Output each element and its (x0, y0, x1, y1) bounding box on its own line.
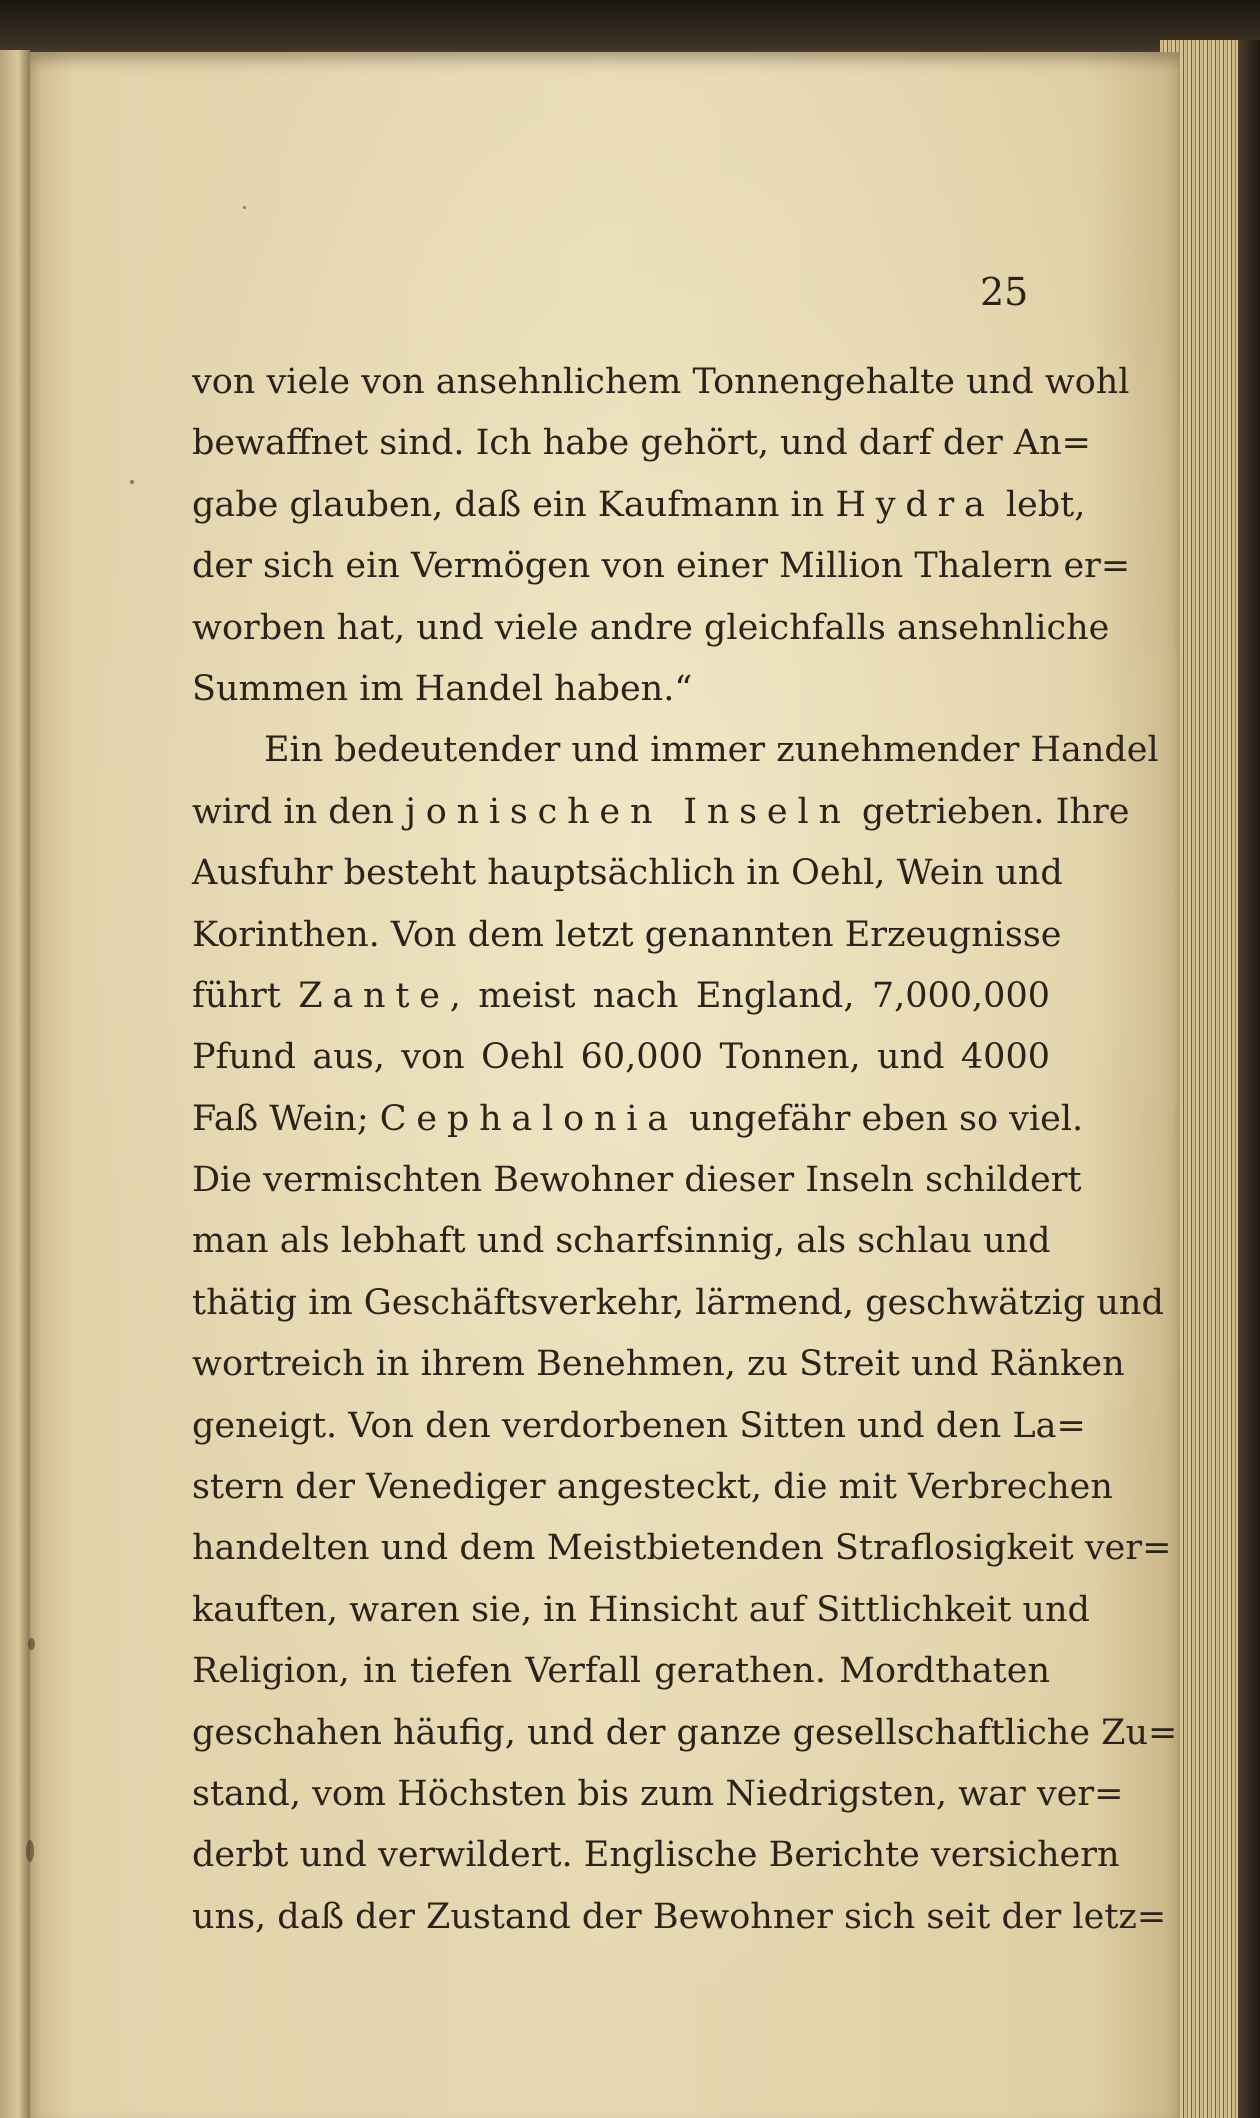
paper-spot (28, 1638, 35, 1650)
text-line: uns, daß der Zustand der Bewohner sich seit der letz= (192, 1896, 1167, 1937)
text-line: worben hat, und viele andre gleichfalls ansehnliche (192, 607, 1110, 648)
emphasized-name: Cephalonia (379, 1098, 678, 1139)
emphasized-name: jonischen Inseln (405, 791, 851, 832)
text-block (192, 352, 1178, 1948)
emphasized-name: Zante (298, 975, 450, 1016)
left-facing-page-edge (0, 50, 30, 2118)
paper-spot (243, 206, 246, 209)
text-line: Korinthen. Von dem letzt genannten Erzeugnisse (192, 914, 1062, 955)
text-line: geneigt. Von den verdorbenen Sitten und den La= (192, 1405, 1086, 1446)
paper-spot (26, 1840, 34, 1862)
book-page (30, 52, 1180, 2118)
page-number: 25 (980, 270, 1029, 314)
text-line: bewaffnet sind. Ich habe gehört, und darf der An= (192, 423, 1091, 464)
text-line: derbt und verwildert. Englische Berichte versichern (192, 1835, 1120, 1876)
text-line: Ausfuhr besteht hauptsächlich in Oehl, Wein und (192, 853, 1063, 894)
text-line: geschahen häufig, und der ganze gesellschaftliche Zu= (192, 1712, 1178, 1753)
text-line: man als lebhaft und scharfsinnig, als schlau und (192, 1221, 1051, 1262)
text-line: Pfund aus, von Oehl 60,000 Tonnen, und 4000 (192, 1037, 1050, 1078)
text-line: stand, vom Höchsten bis zum Niedrigsten, war ver= (192, 1773, 1124, 1814)
text-line: Ein bedeutender und immer zunehmender Handel (264, 730, 1159, 771)
text-line: der sich ein Vermögen von einer Million Thalern er= (192, 546, 1131, 587)
text-line: gabe glauben, daß ein Kaufmann in Hydra lebt, (192, 484, 1086, 525)
text-line: stern der Venediger angesteckt, die mit Verbrechen (192, 1467, 1113, 1508)
emphasized-name: Hydra (835, 484, 995, 525)
text-line: handelten und dem Meistbietenden Straflosigkeit ver= (192, 1528, 1172, 1569)
text-line: Summen im Handel haben.“ (192, 668, 693, 709)
text-line: führt Zante, meist nach England, 7,000,000 (192, 975, 1050, 1016)
text-line: Faß Wein; Cephalonia ungefähr eben so viel. (192, 1098, 1084, 1139)
text-line: wird in den jonischen Inseln getrieben. Ihre (192, 791, 1130, 832)
text-line: kauften, waren sie, in Hinsicht auf Sittlichkeit und (192, 1589, 1090, 1630)
text-line: Die vermischten Bewohner dieser Inseln schildert (192, 1160, 1082, 1201)
text-line: Religion, in tiefen Verfall gerathen. Mordthaten (192, 1651, 1050, 1692)
text-line: wortreich in ihrem Benehmen, zu Streit und Ränken (192, 1344, 1125, 1385)
text-line: von viele von ansehnlichem Tonnengehalte und wohl (192, 362, 1130, 402)
paper-spot (130, 480, 134, 484)
text-line: thätig im Geschäftsverkehr, lärmend, geschwätzig und (192, 1282, 1164, 1323)
